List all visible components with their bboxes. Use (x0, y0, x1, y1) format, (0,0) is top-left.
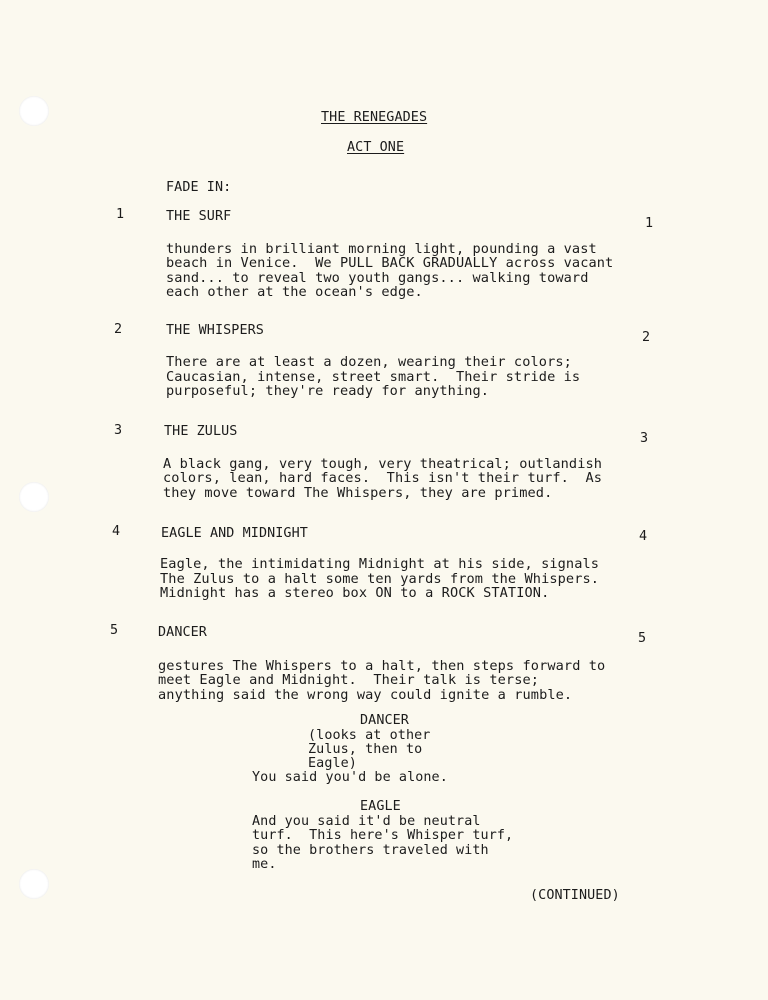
scene-number-left: 3 (114, 423, 123, 438)
action-line: they move toward The Whispers, they are primed. (163, 485, 553, 501)
script-title: THE RENEGADES (321, 110, 428, 125)
dialogue-line: turf. This here's Whisper turf, (252, 828, 514, 843)
action-line: sand... to reveal two youth gangs... walking toward (166, 270, 589, 286)
scene-number-right: 3 (640, 431, 649, 446)
dialogue-line: so the brothers traveled with (252, 843, 489, 858)
scene-number-right: 4 (639, 529, 648, 544)
continued-marker: (CONTINUED) (530, 888, 620, 903)
character-name: DANCER (360, 713, 409, 728)
binder-hole (19, 482, 49, 512)
parenthetical-line: (looks at other (308, 728, 431, 743)
action-line: meet Eagle and Midnight. Their talk is terse; (158, 672, 540, 688)
scene-number-right: 1 (645, 216, 654, 231)
parenthetical-line: Eagle) (308, 756, 357, 771)
act-heading: ACT ONE (347, 140, 405, 155)
scene-number-left: 1 (116, 207, 125, 222)
dialogue-line: me. (252, 857, 277, 872)
scene-heading: THE ZULUS (164, 424, 238, 439)
action-line: A black gang, very tough, very theatrical; outlandish (163, 456, 603, 472)
scene-number-left: 2 (114, 322, 123, 337)
action-line: There are at least a dozen, wearing their colors; (166, 354, 572, 370)
binder-hole (19, 869, 49, 899)
action-line: Eagle, the intimidating Midnight at his side, signals (160, 556, 600, 572)
action-line: The Zulus to a halt some ten yards from the Whispers. (160, 571, 600, 587)
scene-heading: THE WHISPERS (166, 323, 264, 338)
action-line: Midnight has a stereo box ON to a ROCK STATION. (160, 585, 550, 601)
action-line: gestures The Whispers to a halt, then steps forward to (158, 658, 606, 674)
fade-in: FADE IN: (166, 180, 232, 195)
action-line: thunders in brilliant morning light, pounding a vast (166, 241, 597, 257)
action-line: each other at the ocean's edge. (166, 284, 423, 300)
parenthetical-line: Zulus, then to (308, 742, 423, 757)
scene-heading: DANCER (158, 625, 207, 640)
scene-heading: THE SURF (166, 209, 232, 224)
dialogue-line: And you said it'd be neutral (252, 814, 481, 829)
scene-number-left: 4 (112, 524, 121, 539)
binder-hole (19, 96, 49, 126)
action-line: Caucasian, intense, street smart. Their stride is (166, 369, 581, 385)
scene-heading: EAGLE AND MIDNIGHT (161, 526, 308, 541)
action-line: beach in Venice. We PULL BACK GRADUALLY across vacant (166, 255, 614, 271)
character-name: EAGLE (360, 799, 401, 814)
scene-number-left: 5 (110, 623, 119, 638)
scene-number-right: 2 (642, 330, 651, 345)
scene-number-right: 5 (638, 631, 647, 646)
dialogue-line: You said you'd be alone. (252, 770, 448, 785)
action-line: colors, lean, hard faces. This isn't their turf. As (163, 470, 603, 486)
action-line: anything said the wrong way could ignite a rumble. (158, 687, 573, 703)
action-line: purposeful; they're ready for anything. (166, 383, 490, 399)
